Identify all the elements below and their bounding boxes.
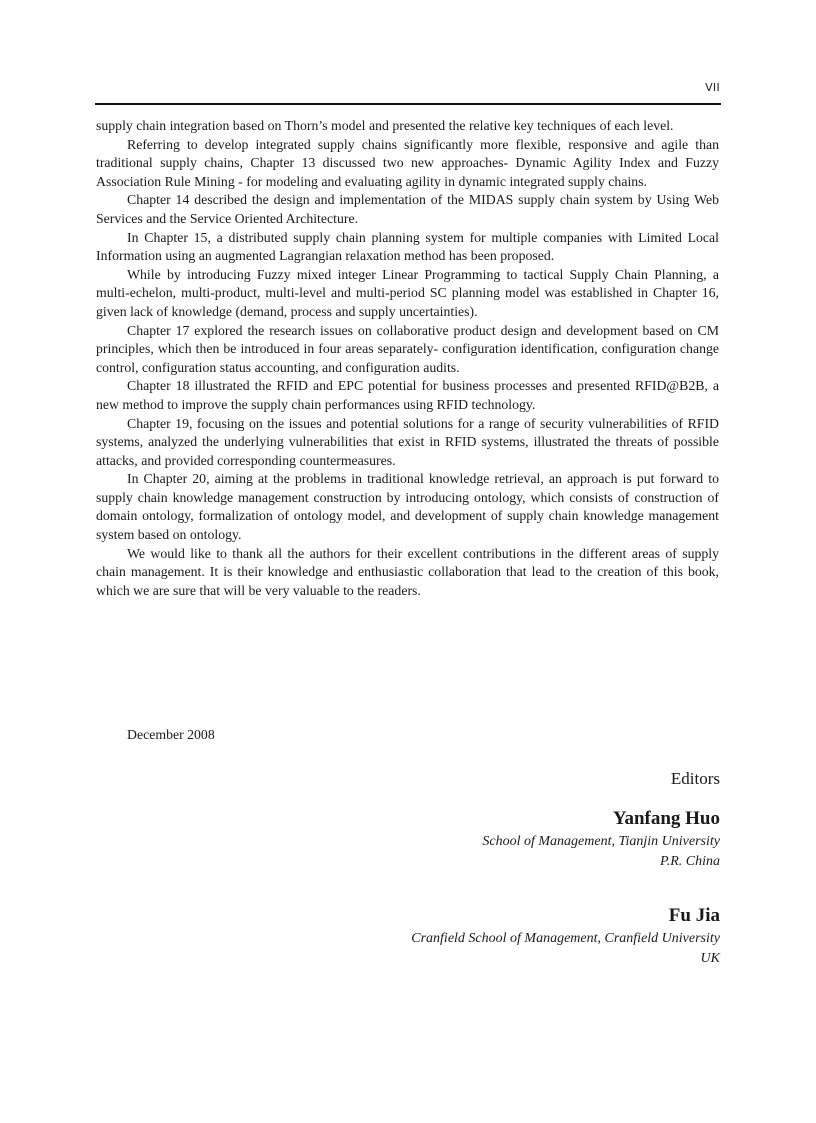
paragraph: supply chain integration based on Thorn’s model and presented the relative key techniques of each level. (96, 118, 674, 133)
paragraph: Referring to develop integrated supply chains significantly more flexible, responsive and agile than traditional supply chains, Chapter 13 discussed two new approaches- Dynamic Agility Index and Fuzzy Association Rule Mining - for modeling and evaluating agility in dynamic integrated supply chains. (96, 136, 719, 189)
page-number: VII (705, 81, 720, 94)
editor-affiliation: Cranfield School of Management, Cranfield University (411, 931, 720, 946)
paragraph: Chapter 18 illustrated the RFID and EPC potential for business processes and presented RFID@B2B, a new method to improve the supply chain performances using RFID technology. (96, 378, 719, 412)
body-text (96, 117, 719, 600)
paragraph: Chapter 17 explored the research issues on collaborative product design and development based on CM principles, which then be introduced in four areas separately- configuration identification, configuration change control, configuration status accounting, and configuration audits. (96, 322, 719, 375)
paragraph: Chapter 19, focusing on the issues and potential solutions for a range of security vulnerabilities of RFID systems, analyzed the underlying vulnerabilities that exist in RFID systems, illustrated the threats of possible attacks, and provided corresponding countermeasures. (96, 415, 719, 468)
date-line: December 2008 (127, 727, 215, 742)
paragraph: While by introducing Fuzzy mixed integer Linear Programming to tactical Supply Chain Planning, a multi-echelon, multi-product, multi-level and multi-period SC planning model was established in Chapter 16, given lack of knowledge (demand, process and supply uncertainties). (96, 266, 719, 319)
editor-affiliation: School of Management, Tianjin University (482, 834, 720, 849)
editor-block (411, 904, 720, 968)
header-rule (95, 103, 721, 105)
paragraph: In Chapter 15, a distributed supply chain planning system for multiple companies with Limited Local Information using an augmented Lagrangian relaxation method has been proposed. (96, 229, 719, 264)
editor-country: P.R. China (659, 853, 720, 869)
editor-name: Yanfang Huo (612, 808, 720, 829)
paragraph: In Chapter 20, aiming at the problems in traditional knowledge retrieval, an approach is put forward to supply chain knowledge management construction by introducing ontology, which consists of construction of domain ontology, formalization of ontology model, and development of supply chain knowledge management system based on ontology. (96, 471, 719, 543)
paragraph: Chapter 14 described the design and implementation of the MIDAS supply chain system by Using Web Services and the Service Oriented Architecture. (96, 192, 719, 226)
editors-label: Editors (670, 769, 720, 788)
paragraph: We would like to thank all the authors for their excellent contributions in the different areas of supply chain management. It is their knowledge and enthusiastic collaboration that lead to the creation of this book, which we are sure that will be very valuable to the readers. (96, 545, 719, 598)
editor-country: UK (700, 950, 720, 966)
editor-block (482, 807, 720, 871)
editor-name: Fu Jia (668, 905, 720, 926)
